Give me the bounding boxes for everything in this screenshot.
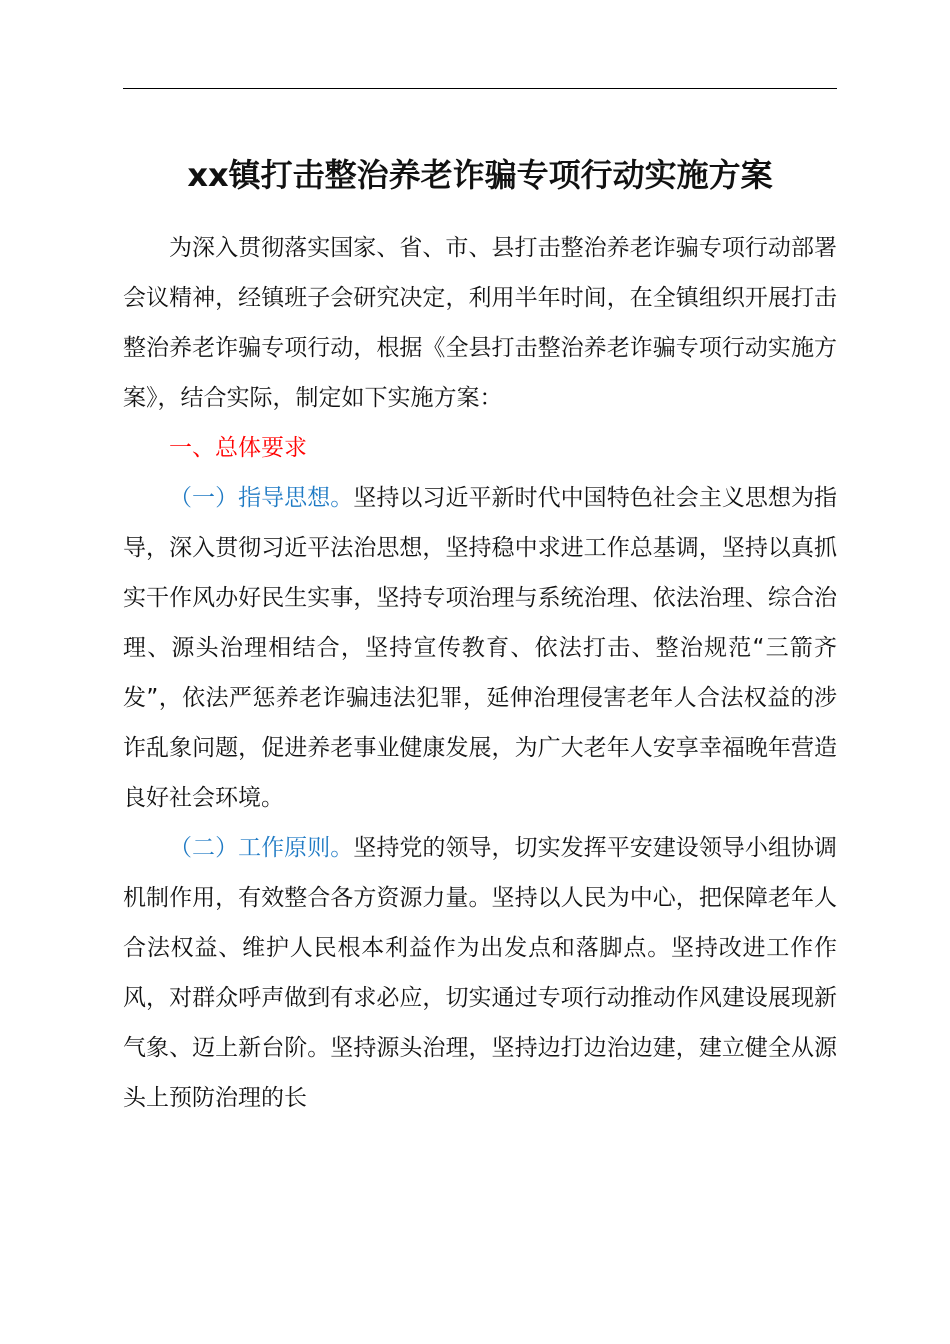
document-title: xx镇打击整治养老诈骗专项行动实施方案 bbox=[187, 156, 773, 194]
guiding-thought-label: （一）指导思想。 bbox=[169, 485, 354, 511]
section-1-heading: 一、总体要求 bbox=[169, 435, 307, 461]
intro-paragraph: 为深入贯彻落实国家、省、市、县打击整治养老诈骗专项行动部署会议精神，经镇班子会研究决定，利用半年时间，在全镇组织开展打击整治养老诈骗专项行动，根据《全县打击整治养老诈骗专项行动实施方案》，结合实际，制定如下实施方案： bbox=[123, 235, 837, 411]
header-rule bbox=[123, 88, 837, 89]
work-principles-label: （二）工作原则。 bbox=[169, 835, 354, 861]
document-body bbox=[123, 223, 837, 1123]
guiding-thought-text: 坚持以习近平新时代中国特色社会主义思想为指导，深入贯彻习近平法治思想，坚持稳中求进工作总基调，坚持以真抓实干作风办好民生实事，坚持专项治理与系统治理、依法治理、综合治理、源头治理相结合，坚持宣传教育、依法打击、整治规范“三箭齐发”，依法严惩养老诈骗违法犯罪，延伸治理侵害老年人合法权益的涉诈乱象问题，促进养老事业健康发展，为广大老年人安享幸福晚年营造良好社会环境。 bbox=[123, 485, 838, 811]
work-principles-paragraph bbox=[123, 823, 837, 1123]
work-principles-text: 坚持党的领导，切实发挥平安建设领导小组协调机制作用，有效整合各方资源力量。坚持以人民为中心，把保障老年人合法权益、维护人民根本利益作为出发点和落脚点。坚持改进工作作风，对群众呼声做到有求必应，切实通过专项行动推动作风建设展现新气象、迈上新台阶。坚持源头治理，坚持边打边治边建，建立健全从源头上预防治理的长 bbox=[123, 835, 838, 1111]
guiding-thought-paragraph bbox=[123, 473, 837, 823]
section-heading bbox=[123, 423, 837, 473]
